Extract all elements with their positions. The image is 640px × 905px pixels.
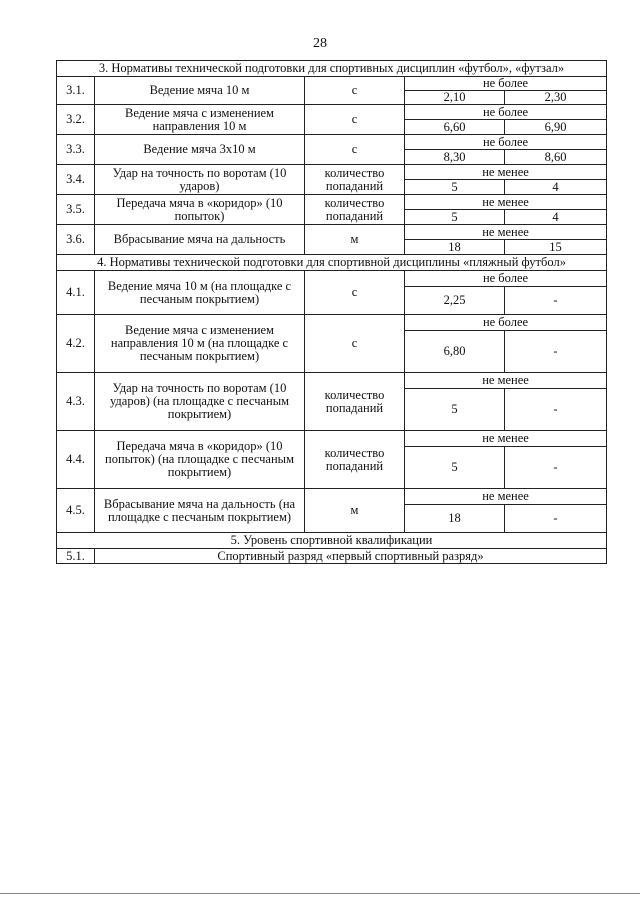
exercise-name: Ведение мяча 10 м (на площадке с песчаным покрытием) [95,271,305,315]
exercise-name: Передача мяча в «коридор» (10 попыток) (на площадке с песчаным покрытием) [95,431,305,489]
table-row [57,431,607,447]
condition: не менее [405,225,607,240]
value-col-2: 4 [505,210,607,225]
row-number: 3.3. [57,135,95,165]
section-header-row [57,255,607,271]
row-number: 3.2. [57,105,95,135]
table-row [57,373,607,389]
section-title: 3. Нормативы технической подготовки для спортивных дисциплин «футбол», «футзал» [57,61,607,77]
value-col-1: 5 [405,389,505,431]
value-col-1: 8,30 [405,150,505,165]
table-row [57,135,607,150]
value-col-2: - [505,331,607,373]
section-title: 4. Нормативы технической подготовки для спортивной дисциплины «пляжный футбол» [57,255,607,271]
value-col-2: - [505,447,607,489]
table-row [57,195,607,210]
condition: не менее [405,195,607,210]
exercise-name: Вбрасывание мяча на дальность [95,225,305,255]
table-row [57,105,607,120]
value-col-1: 2,10 [405,91,505,105]
row-number: 3.4. [57,165,95,195]
condition: не более [405,315,607,331]
condition: не менее [405,431,607,447]
table-row [57,489,607,505]
value-col-2: 8,60 [505,150,607,165]
unit: с [305,135,405,165]
exercise-name: Удар на точность по воротам (10 ударов) (на площадке с песчаным покрытием) [95,373,305,431]
value-col-1: 18 [405,505,505,533]
exercise-name: Ведение мяча 3х10 м [95,135,305,165]
table-row [57,77,607,91]
value-col-1: 6,60 [405,120,505,135]
value-col-1: 5 [405,210,505,225]
condition: не более [405,271,607,287]
unit: с [305,105,405,135]
table-row [57,165,607,180]
row-number: 4.1. [57,271,95,315]
section-header-row [57,533,607,549]
unit: количество попаданий [305,195,405,225]
standards-table [56,60,607,564]
exercise-name: Передача мяча в «коридор» (10 попыток) [95,195,305,225]
table-row [57,271,607,287]
value-col-2: 6,90 [505,120,607,135]
exercise-name: Ведение мяча с изменением направления 10 м [95,105,305,135]
row-number: 4.4. [57,431,95,489]
unit: с [305,77,405,105]
value-col-2: - [505,389,607,431]
row-number: 3.1. [57,77,95,105]
exercise-name: Ведение мяча с изменением направления 10 м (на площадке с песчаным покрытием) [95,315,305,373]
value-col-1: 5 [405,180,505,195]
value-col-1: 6,80 [405,331,505,373]
value-col-2: 15 [505,240,607,255]
qualification-text: Спортивный разряд «первый спортивный разряд» [95,549,607,564]
value-col-2: 2,30 [505,91,607,105]
condition: не менее [405,373,607,389]
scan-edge-line [0,893,640,894]
value-col-2: - [505,505,607,533]
exercise-name: Удар на точность по воротам (10 ударов) [95,165,305,195]
unit: количество попаданий [305,165,405,195]
exercise-name: Ведение мяча 10 м [95,77,305,105]
row-number: 4.5. [57,489,95,533]
condition: не более [405,77,607,91]
condition: не менее [405,165,607,180]
exercise-name: Вбрасывание мяча на дальность (на площадке с песчаным покрытием) [95,489,305,533]
unit: м [305,225,405,255]
unit: с [305,315,405,373]
condition: не менее [405,489,607,505]
value-col-1: 18 [405,240,505,255]
section-title: 5. Уровень спортивной квалификации [57,533,607,549]
row-number: 5.1. [57,549,95,564]
row-number: 3.5. [57,195,95,225]
unit: м [305,489,405,533]
value-col-2: - [505,287,607,315]
value-col-1: 5 [405,447,505,489]
page-number: 28 [313,36,327,51]
unit: с [305,271,405,315]
value-col-1: 2,25 [405,287,505,315]
section-header-row [57,61,607,77]
condition: не более [405,135,607,150]
table-row [57,549,607,564]
table-row [57,225,607,240]
value-col-2: 4 [505,180,607,195]
row-number: 4.3. [57,373,95,431]
unit: количество попаданий [305,373,405,431]
condition: не более [405,105,607,120]
row-number: 3.6. [57,225,95,255]
unit: количество попаданий [305,431,405,489]
row-number: 4.2. [57,315,95,373]
table-row [57,315,607,331]
